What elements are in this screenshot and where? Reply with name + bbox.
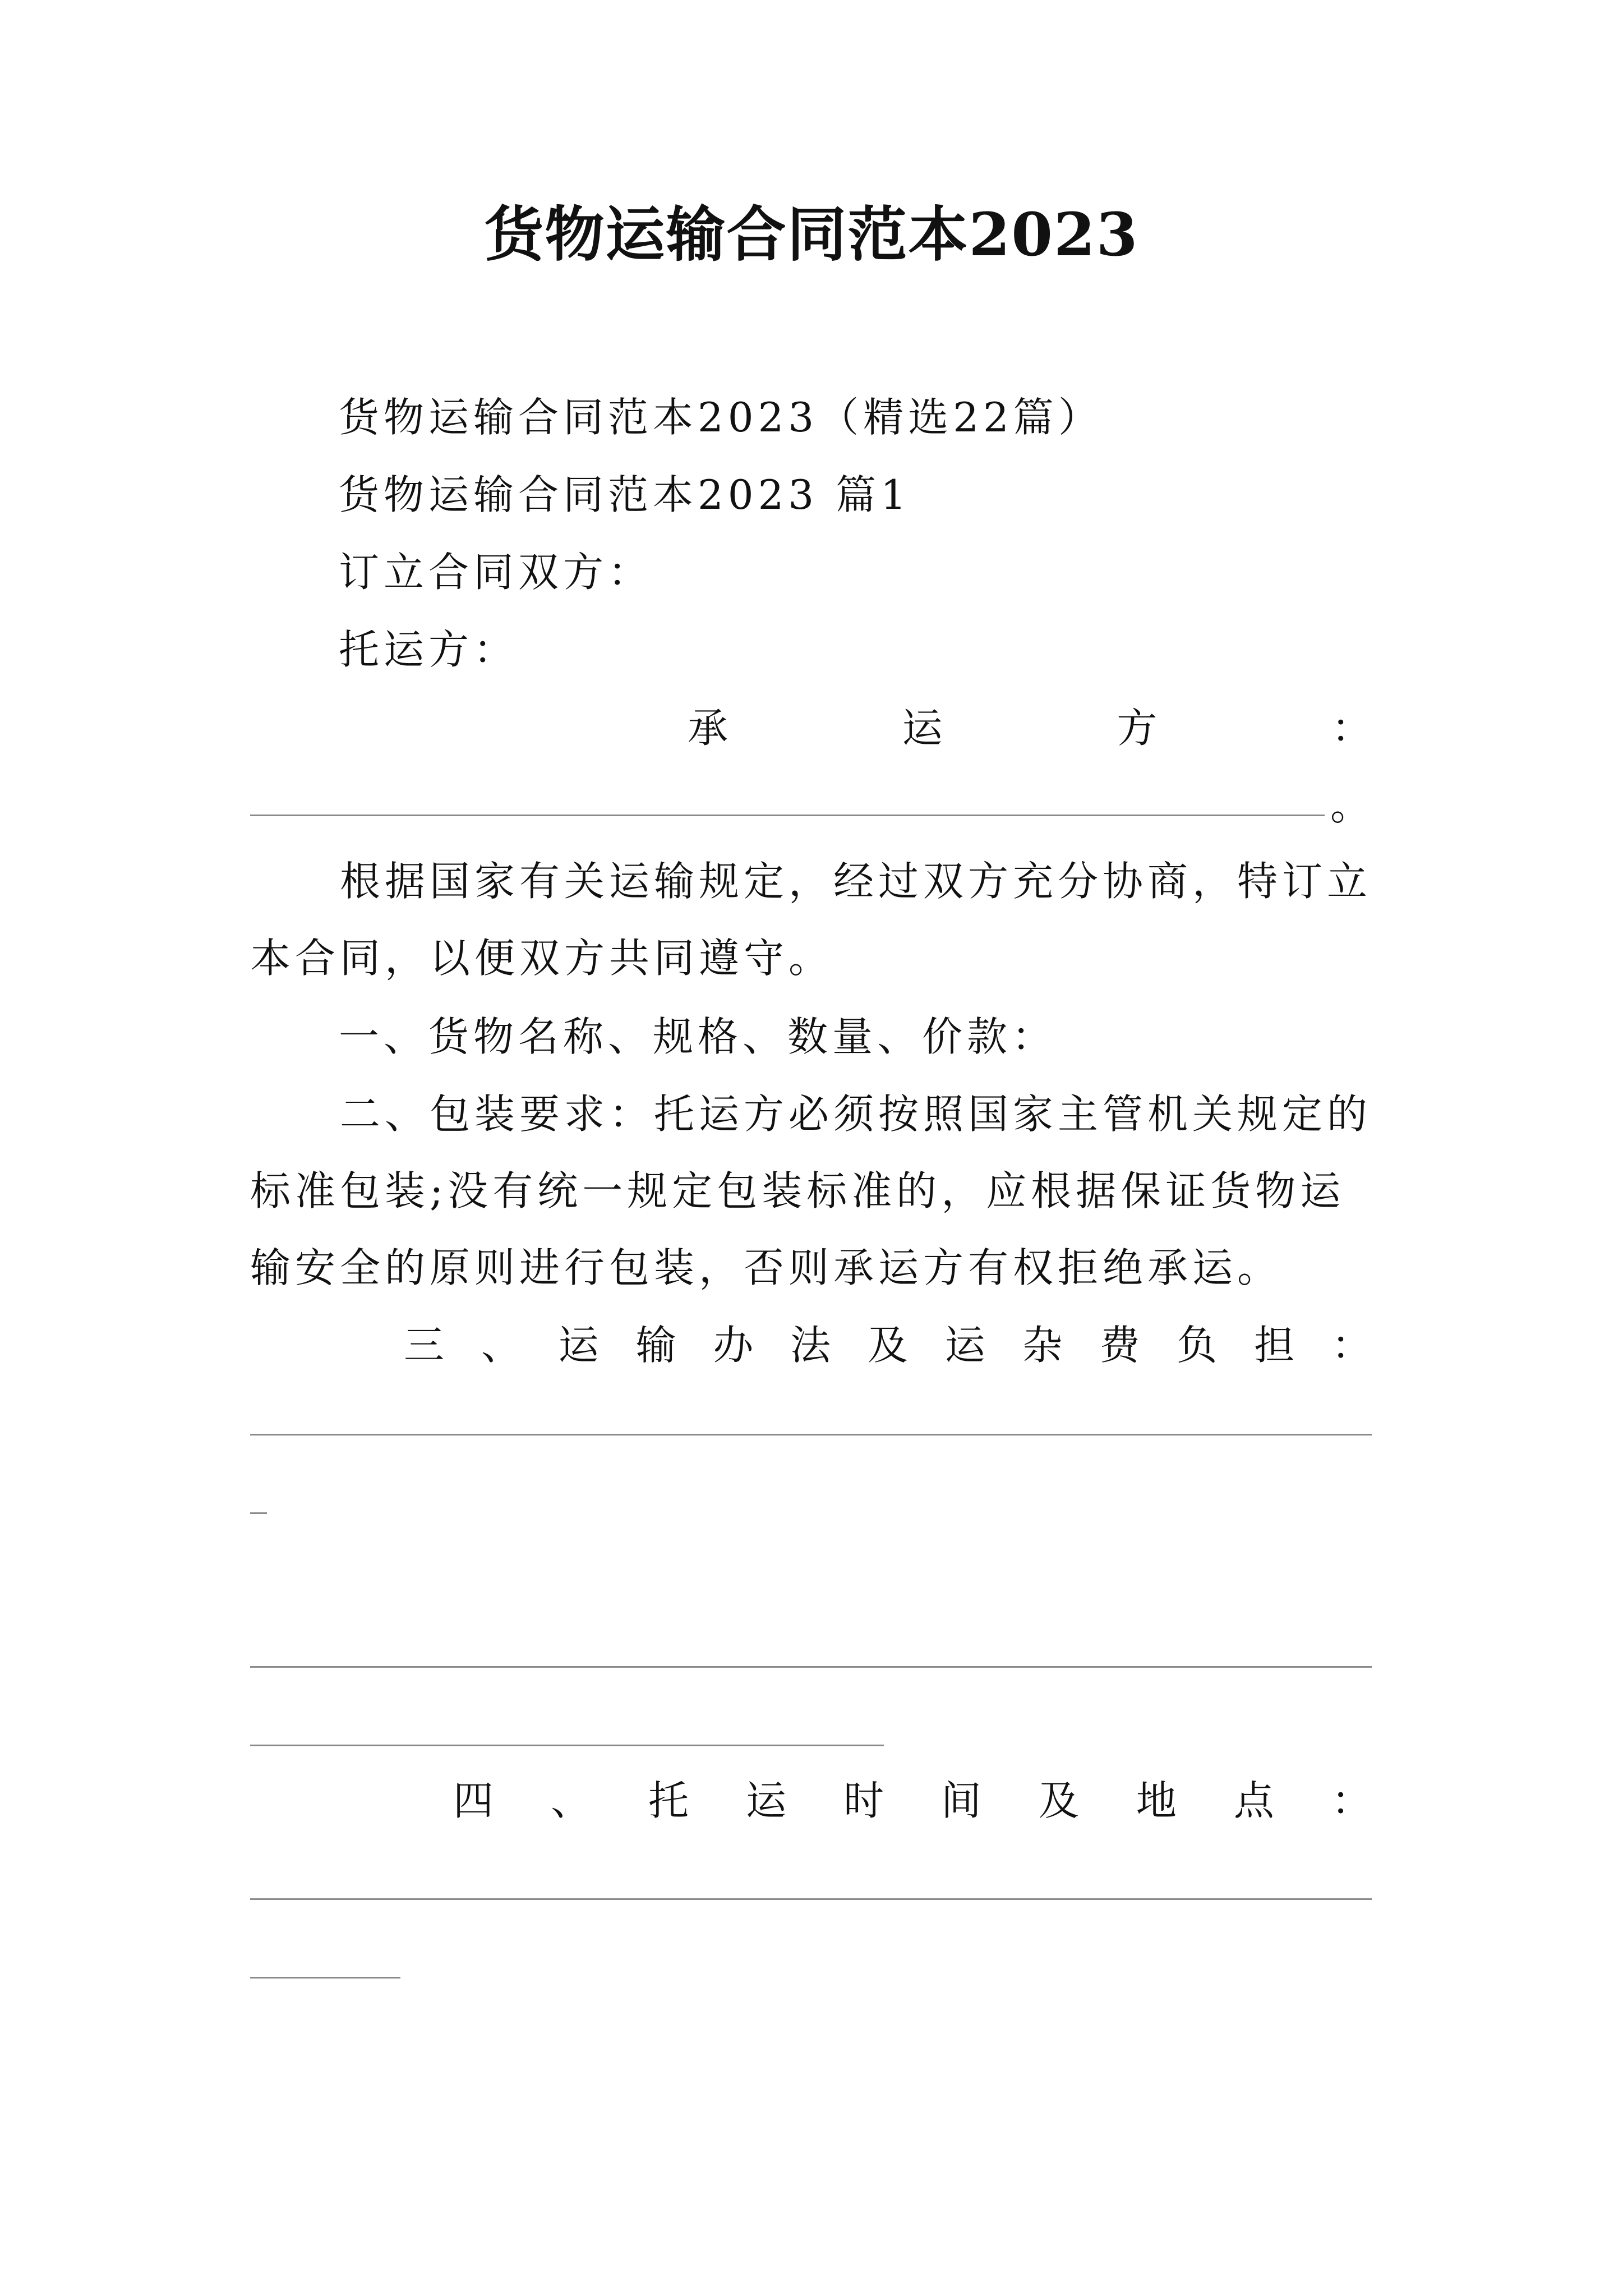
parties-label: 订立合同双方： <box>339 549 653 596</box>
carrier-end-mark: 。 <box>1330 782 1371 829</box>
carrier-label <box>688 700 1372 756</box>
clause-3-char: 负 <box>1177 1322 1218 1369</box>
clause-3-char: 运 <box>558 1322 599 1369</box>
clause-3-blank-line <box>250 1666 1372 1668</box>
carrier-char: ： <box>1331 705 1372 752</box>
carrier-char: 运 <box>902 705 943 752</box>
clause-4-char: 点 <box>1233 1777 1274 1824</box>
clause-3-char: 及 <box>867 1322 908 1369</box>
carrier-blank-line <box>250 815 1325 816</box>
clause-3-char: 费 <box>1099 1322 1140 1369</box>
clause-4-blank-line <box>250 1898 1372 1900</box>
clause-3-blank-line <box>250 1745 884 1746</box>
clause-4-char: 运 <box>745 1777 786 1824</box>
clause-4-char: 及 <box>1038 1777 1079 1824</box>
clause-4-char: ： <box>1331 1777 1372 1824</box>
clause-4-char: 、 <box>550 1777 591 1824</box>
section-heading: 货物运输合同范本2023 篇1 <box>339 471 911 518</box>
clause-3-char: 、 <box>481 1322 522 1369</box>
intro-paragraph <box>250 843 1389 997</box>
clause-3-char: 法 <box>790 1322 831 1369</box>
clause-3-char: ： <box>1331 1322 1372 1369</box>
document-title: 货物运输合同范本2023 <box>484 199 1139 269</box>
clause-3-blank-line <box>250 1434 1372 1435</box>
clause-3-blank-line <box>250 1512 267 1514</box>
document-subtitle: 货物运输合同范本2023（精选22篇） <box>339 394 1103 441</box>
clause-2-text: 二、包装要求：托运方必须按照国家主管机关规定的标准包装;没有统一规定包装标准的，应根据保证货物运输安全的原则进行包装，否则承运方有权拒绝承运。 <box>250 1091 1372 1291</box>
clause-4-char: 间 <box>940 1777 981 1824</box>
clause-3-char: 运 <box>944 1322 985 1369</box>
intro-text: 根据国家有关运输规定，经过双方充分协商，特订立本合同，以便双方共同遵守。 <box>250 858 1372 982</box>
clause-4-char: 地 <box>1136 1777 1177 1824</box>
clause-3-char: 输 <box>635 1322 676 1369</box>
clause-4-char: 时 <box>843 1777 884 1824</box>
clause-3-char: 办 <box>713 1322 754 1369</box>
carrier-char: 方 <box>1117 705 1158 752</box>
clause-2 <box>250 1076 1389 1306</box>
shipper-label: 托运方： <box>339 626 519 673</box>
clause-4-heading <box>453 1773 1372 1829</box>
clause-3-char: 担 <box>1254 1322 1295 1369</box>
clause-3-char: 三 <box>404 1322 445 1369</box>
clause-4-char: 四 <box>453 1777 494 1824</box>
clause-4-char: 托 <box>648 1777 689 1824</box>
clause-4-blank-line <box>250 1977 400 1978</box>
clause-3-char: 杂 <box>1022 1322 1063 1369</box>
clause-3-heading <box>404 1317 1372 1373</box>
carrier-char: 承 <box>688 705 728 752</box>
clause-1: 一、货物名称、规格、数量、价款： <box>339 1013 1057 1060</box>
